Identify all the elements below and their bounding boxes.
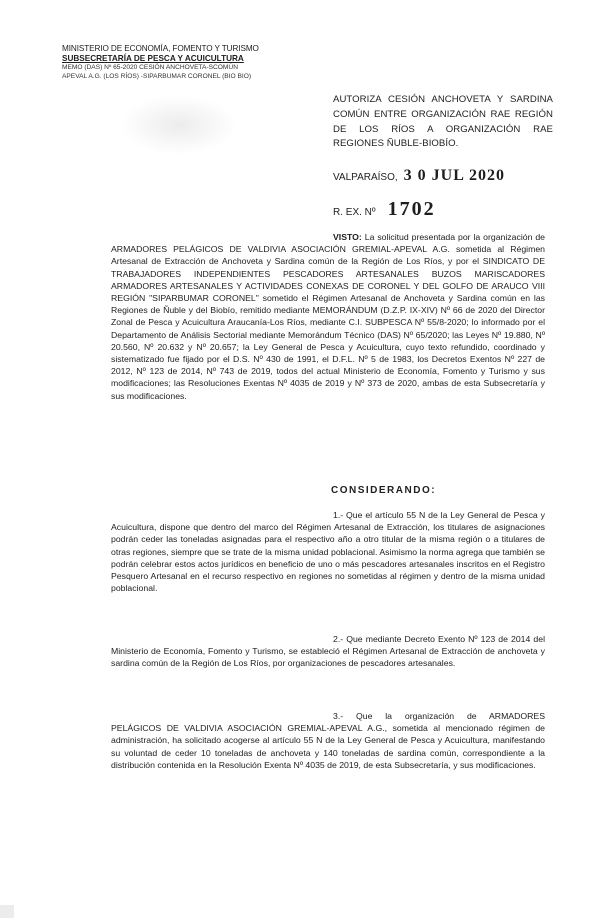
considerando-heading: CONSIDERANDO: — [331, 485, 437, 496]
considerando-item-2: 2.- Que mediante Decreto Exento Nº 123 de 2014 del Ministerio de Economía, Fomento y Turismo, se estableció el Régimen Artesanal de Extracción de anchoveta y sardina común de la Región de Los Ríos, por organizaciones de pescadores artesanales. — [111, 634, 545, 669]
date-line — [333, 167, 505, 185]
memo-reference-1: MEMO (DAS) Nº 65-2020 CESIÓN ANCHOVETA-SCOMÚN — [62, 64, 238, 71]
page-corner-mark — [0, 905, 14, 918]
date-value: 3 0 JUL 2020 — [403, 167, 505, 184]
visto-text: La solicitud presentada por la organización de ARMADORES PELÁGICOS DE VALDIVIA ASOCIACIÓN GREMIAL-APEVAL A.G. sometida al Régimen Artesanal de Extracción de Anchoveta y Sardina común de la Región de Los Ríos, y por el SINDICATO DE TRABAJADORES INDEPENDIENTES PESCADORES ARTESANALES BUZOS MARISCADORES ARMADORES ARTESANALES Y ACTIVIDADES CONEXAS DE CORONEL Y DEL GOLFO DE ARAUCO VIII REGIÓN "SIPARBUMAR CORONEL" sometido el Régimen Artesanal de Anchoveta y Sardina común en las Regiones de Ñuble y del Biobío, remitido mediante MEMORÁNDUM (D.Z.P. IX-XIV) Nº 66 de 2020 del Director Zonal de Pesca y Acuicultura Araucanía-Los Ríos, mediante C.I. SUBPESCA Nº 55/8-2020; lo informado por el Departamento de Análisis Sectorial mediante Memorándum Técnico (DAS) Nº 65/2020; las Leyes Nº 19.880, Nº 20.560, Nº 20.632 y Nº 20.657; la Ley General de Pesca y Acuicultura, cuyo texto refundido, coordinado y sistematizado fue fijado por el D.S. Nº 430 de 1991, el D.F.L. Nº 5 de 1983, los Decretos Exentos Nº 227 de 2012, Nº 123 de 2014, Nº 743 de 2019, todos del actual Ministerio de Economía, Fomento y Turismo y sus modificaciones; las Resoluciones Exentas Nº 4035 de 2019 y Nº 373 de 2020, ambas de esta Subsecretaría y sus modificaciones. — [111, 232, 545, 401]
date-label: VALPARAÍSO, — [333, 172, 398, 183]
visto-paragraph — [111, 231, 545, 402]
resolution-number: 1702 — [387, 198, 436, 220]
subsecretaria-name: SUBSECRETARÍA DE PESCA Y ACUICULTURA — [62, 54, 244, 63]
issuer-header — [62, 44, 272, 81]
considerando-item-1: 1.- Que el artículo 55 N de la Ley General de Pesca y Acuicultura, dispone que dentro del marco del Régimen Artesanal de Extracción, los titulares de asignaciones podrán ceder las toneladas asignadas para el respectivo año a otro titular de la misma región o a titulares de otras regiones, siempre que se trate de la misma unidad poblacional. Asimismo la norma agrega que también se podrán celebrar estos actos jurídicos en beneficio de uno o más pescadores artesanales inscritos en el Registro Pesquero Artesanal en el recurso respectivo en regiones no sometidas al régimen y dentro de la misma unidad poblacional. — [111, 510, 545, 594]
resolution-number-line — [333, 198, 436, 221]
resolution-label: R. EX. Nº — [333, 207, 376, 218]
considerando-item-3: 3.- Que la organización de ARMADORES PELÁGICOS DE VALDIVIA ASOCIACIÓN GREMIAL-APEVAL A.G., sometida al mencionado régimen de administración, ha solicitado acogerse al artículo 55 N de la Ley General de Pesca y Acuicultura, manifestando su voluntad de ceder 10 toneladas de anchoveta y 140 toneladas de sardina común, correspondiente a la distribución contenida en la Resolución Exenta Nº 4035 de 2019, de esta Subsecretaría, y sus modificaciones. — [111, 711, 545, 770]
memo-reference-2: APEVAL A.G. (LOS RÍOS) -SIPARBUMAR CORONEL (BIO BIO) — [62, 72, 252, 80]
resolution-subject: AUTORIZA CESIÓN ANCHOVETA Y SARDINA COMÚN ENTRE ORGANIZACIÓN RAE REGIÓN DE LOS RÍOS A ORGANIZACIÓN RAE REGIONES ÑUBLE-BIOBÍO. — [333, 94, 553, 150]
faded-stamp — [120, 95, 238, 155]
ministry-name: MINISTERIO DE ECONOMÍA, FOMENTO Y TURISMO — [62, 44, 259, 53]
visto-label: VISTO: — [333, 232, 362, 242]
